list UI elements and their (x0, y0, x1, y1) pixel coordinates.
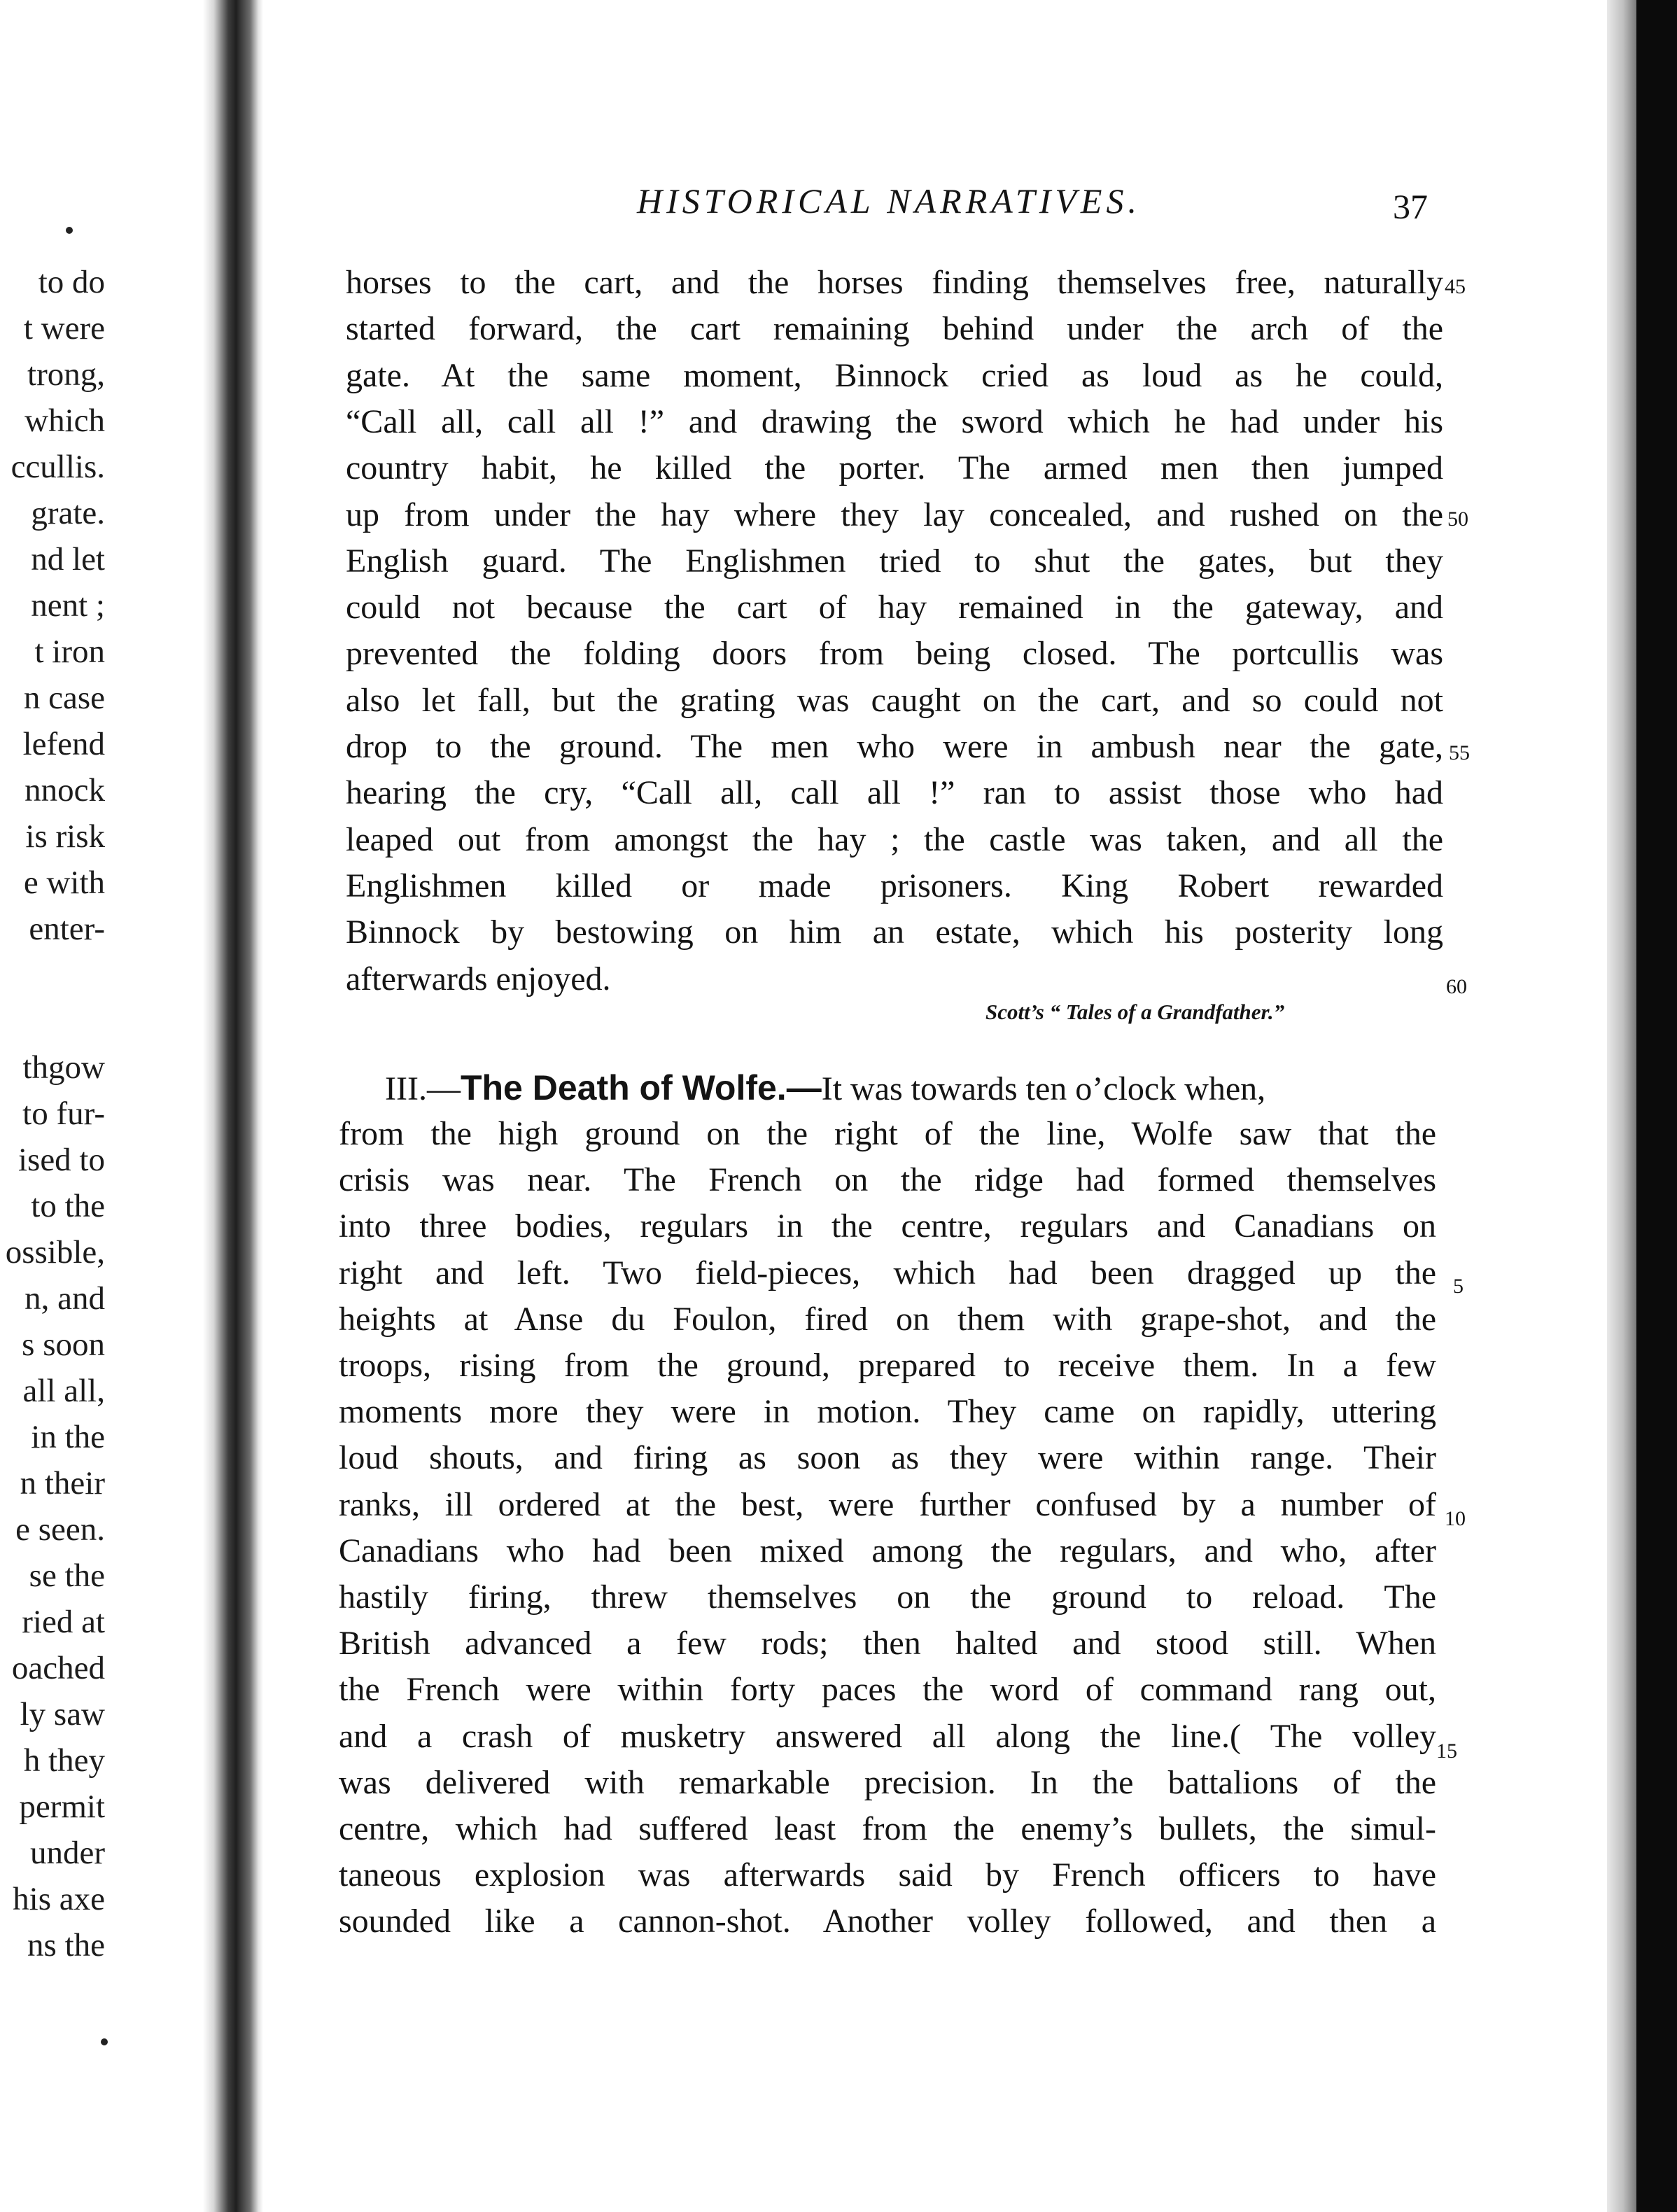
facing-page-line: e with (23, 864, 105, 901)
text-line: and a crash of musketry answered all along the line.( The volley (339, 1717, 1436, 1755)
section-title: The Death of Wolfe.— (460, 1068, 822, 1107)
text-line: up from under the hay where they lay concealed, and rushed on the (346, 496, 1443, 533)
section-number: III.— (385, 1070, 461, 1107)
facing-page-line: grate. (31, 495, 105, 531)
facing-page-line: se the (29, 1558, 105, 1594)
facing-page-line: thgow (22, 1049, 105, 1086)
facing-page-line: lefend (22, 726, 105, 762)
facing-page-line: to fur- (22, 1096, 105, 1132)
text-line: Canadians who had been mixed among the regulars, and who, after (339, 1532, 1436, 1569)
facing-page-dot-bottom (101, 2038, 108, 2045)
text-line: British advanced a few rods; then halted and stood still. When (339, 1625, 1436, 1662)
text-line: crisis was near. The French on the ridge had formed themselves (339, 1161, 1436, 1199)
text-line: taneous explosion was afterwards said by French officers to have (339, 1856, 1436, 1894)
facing-page-line: enter- (29, 911, 105, 947)
facing-page-fragment (0, 259, 105, 1968)
facing-page-dot-top (66, 227, 73, 234)
text-line: “Call all, call all !” and drawing the sword which he had under his (346, 402, 1443, 440)
line-number: 10 (1445, 1507, 1466, 1530)
source-attribution: Scott’s “ Tales of a Grandfather.” (985, 1000, 1285, 1024)
facing-page-line: permit (19, 1788, 105, 1825)
facing-page-line: ly saw (20, 1696, 105, 1732)
facing-page-line: nd let (31, 541, 105, 578)
facing-page-line: n their (20, 1465, 105, 1502)
facing-page-line: nent ; (31, 587, 105, 624)
text-line: moments more they were in motion. They came on rapidly, uttering (339, 1393, 1436, 1431)
facing-page-line: all all, (22, 1373, 105, 1409)
text-line: afterwards enjoyed. (346, 960, 611, 997)
scan-border (1636, 0, 1677, 2212)
text-line: English guard. The Englishmen tried to shut the gates, but they (346, 542, 1443, 580)
line-number: 60 (1446, 975, 1467, 998)
line-number: 50 (1447, 507, 1468, 531)
facing-page-line: t iron (34, 634, 105, 670)
text-line: sounded like a cannon-shot. Another volley followed, and then a (339, 1903, 1436, 1940)
facing-page-line: which (24, 402, 105, 439)
text-line: prevented the folding doors from being closed. The portcullis was (346, 635, 1443, 673)
text-line: loud shouts, and firing as soon as they were within range. Their (339, 1439, 1436, 1477)
running-head-title: HISTORICAL NARRATIVES. (637, 181, 1141, 220)
text-line: into three bodies, regulars in the centre, regulars and Canadians on (339, 1208, 1436, 1245)
facing-page-line: s soon (22, 1326, 105, 1363)
text-line: troops, rising from the ground, prepared to receive them. In a few (339, 1347, 1436, 1384)
text-line: gate. At the same moment, Binnock cried as loud as he could, (346, 356, 1443, 394)
text-line: hearing the cry, “Call all, call all !” ran to assist those who had (346, 774, 1443, 812)
text-line: also let fall, but the grating was caught on the cart, and so could not (346, 681, 1443, 719)
text-line: horses to the cart, and the horses finding themselves free, naturally (346, 264, 1443, 301)
page-number: 37 (1393, 187, 1428, 226)
text-line: Englishmen killed or made prisoners. King Robert rewarded (346, 867, 1443, 904)
facing-page-line: ccullis. (10, 449, 105, 485)
facing-page-line: ns the (27, 1927, 105, 1963)
text-line: drop to the ground. The men who were in ambush near the gate, (346, 728, 1443, 765)
facing-page-line: to do (38, 264, 105, 300)
facing-page-line: e seen. (15, 1511, 105, 1548)
facing-page-line: nnock (24, 772, 105, 808)
line-number: 45 (1445, 275, 1466, 298)
facing-page-line: ised to (17, 1142, 105, 1178)
facing-page-line: t were (23, 310, 105, 346)
text-line: leaped out from amongst the hay ; the castle was taken, and all the (346, 820, 1443, 858)
text-line: ranks, ill ordered at the best, were further confused by a number of (339, 1485, 1436, 1523)
facing-page-line: trong, (27, 356, 105, 393)
page-edge-shadow (1607, 0, 1636, 2212)
text-line: started forward, the cart remaining behind under the arch of the (346, 310, 1443, 348)
facing-page-line: is risk (25, 818, 105, 855)
section-heading-line (385, 1066, 1265, 1110)
text-line: Binnock by bestowing on him an estate, which his posterity long (346, 913, 1443, 951)
facing-page-line: n, and (24, 1280, 105, 1317)
facing-page-line: ossible, (5, 1234, 105, 1270)
facing-page-line: his axe (13, 1881, 105, 1917)
text-line: centre, which had suffered least from the enemy’s bullets, the simul- (339, 1810, 1436, 1847)
text-line: right and left. Two field-pieces, which had been dragged up the (339, 1254, 1436, 1292)
text-line: country habit, he killed the porter. The armed men then jumped (346, 449, 1443, 487)
facing-page-line: oached (11, 1650, 105, 1686)
line-number: 55 (1449, 741, 1470, 764)
text-line: the French were within forty paces the word of command rang out, (339, 1671, 1436, 1709)
text-line: from the high ground on the right of the line, Wolfe saw that the (339, 1115, 1436, 1152)
book-gutter-shadow (203, 0, 263, 2212)
text-line: hastily firing, threw themselves on the ground to reload. The (339, 1578, 1436, 1616)
facing-page-line: under (29, 1835, 105, 1871)
facing-page-line: to the (31, 1188, 105, 1224)
facing-page-gap (0, 952, 105, 1044)
facing-page-line: in the (31, 1419, 105, 1455)
text-line: was delivered with remarkable precision. In the battalions of the (339, 1763, 1436, 1801)
text-line: could not because the cart of hay remained in the gateway, and (346, 589, 1443, 626)
facing-page-line: n case (23, 680, 105, 716)
facing-page-line: ried at (22, 1604, 105, 1640)
line-number: 5 (1453, 1275, 1464, 1298)
text-line: heights at Anse du Foulon, fired on them with grape-shot, and the (339, 1300, 1436, 1338)
line-number: 15 (1436, 1740, 1457, 1763)
section-first-line-text: It was towards ten o’clock when, (821, 1070, 1266, 1107)
facing-page-line: h they (23, 1742, 105, 1779)
